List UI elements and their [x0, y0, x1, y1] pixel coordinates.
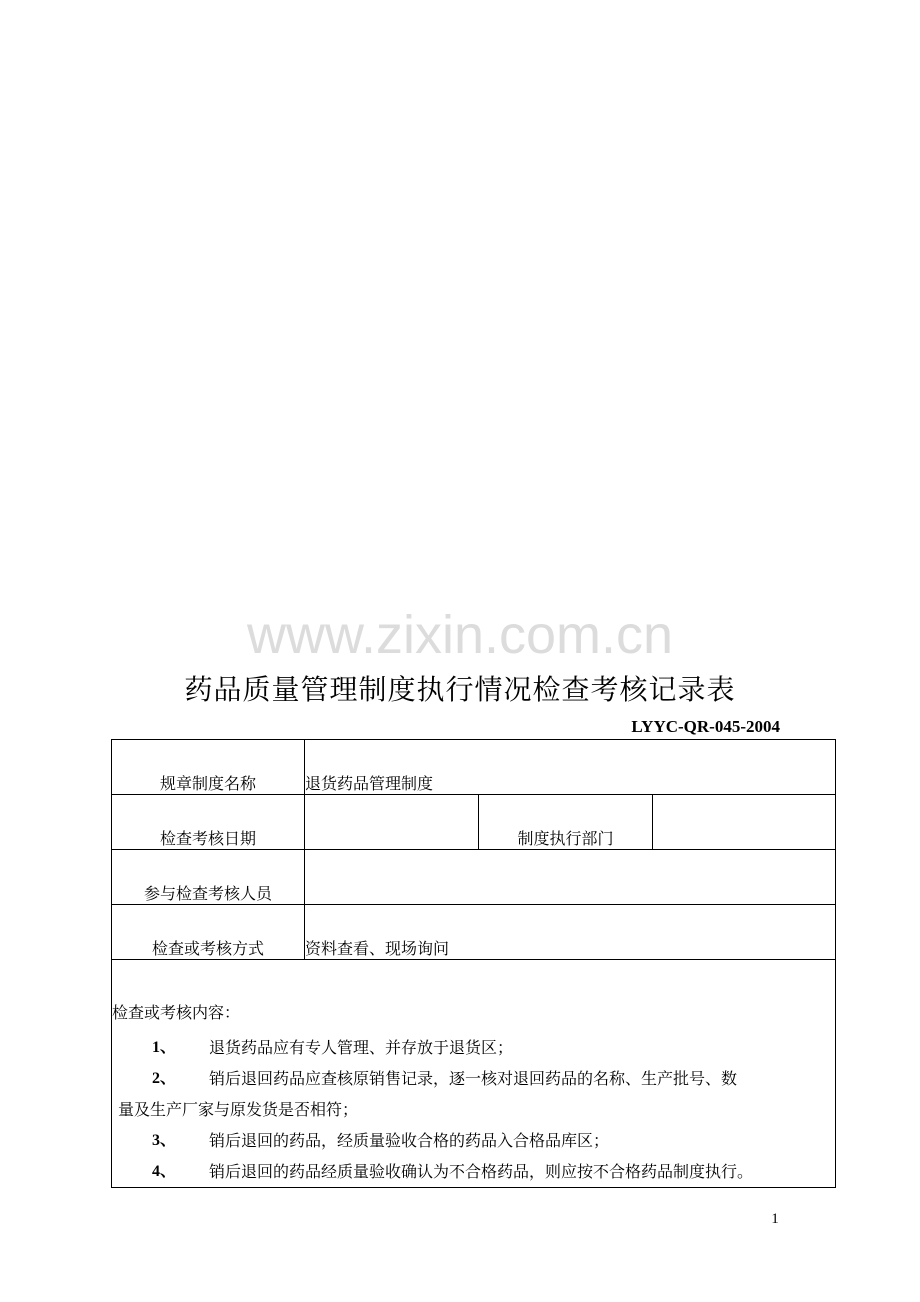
- list-item: [112, 1156, 835, 1187]
- table-row-regulation-name: [112, 740, 836, 795]
- item-number: 1、: [152, 1039, 177, 1056]
- regulation-name-label: 规章制度名称: [112, 740, 305, 795]
- item-text: 退货药品应有专人管理、并存放于退货区；: [209, 1038, 514, 1057]
- inspection-content-cell: [112, 960, 836, 1188]
- document-title: 药品质量管理制度执行情况检查考核记录表: [184, 673, 736, 706]
- watermark: www.zixin.com.cn: [246, 605, 674, 665]
- inspection-date-label: 检查考核日期: [112, 795, 305, 850]
- inspection-record-table: [111, 739, 836, 1188]
- item-text: 销后退回的药品，经质量验收合格的药品入合格品库区；: [209, 1131, 610, 1150]
- item-text: 销后退回药品应查核原销售记录，逐一核对退回药品的名称、生产批号、数: [209, 1069, 738, 1088]
- table-row-inspection-method: [112, 905, 836, 960]
- item-number: 4、: [152, 1163, 177, 1180]
- content-heading: 检查或考核内容：: [112, 1003, 241, 1022]
- executing-department-label: 制度执行部门: [479, 795, 653, 850]
- inspection-method-value: 资料查看、现场询问: [305, 905, 836, 960]
- list-item: [112, 1032, 835, 1063]
- executing-department-value: [653, 795, 836, 850]
- item-number: 3、: [152, 1132, 177, 1149]
- inspection-method-label: 检查或考核方式: [112, 905, 305, 960]
- item-text: 销后退回的药品经质量验收确认为不合格药品，则应按不合格药品制度执行。: [209, 1162, 754, 1181]
- item-text-continuation: 量及生产厂家与原发货是否相符；: [118, 1100, 359, 1119]
- item-number: 2、: [152, 1070, 177, 1087]
- table-row-content: [112, 960, 836, 1188]
- table-row-inspection-date: [112, 795, 836, 850]
- document-code: LYYC-QR-045-2004: [631, 717, 780, 736]
- regulation-name-value: 退货药品管理制度: [305, 740, 836, 795]
- inspection-date-value: [305, 795, 479, 850]
- participants-value: [305, 850, 836, 905]
- participants-label: 参与检查考核人员: [112, 850, 305, 905]
- table-row-participants: [112, 850, 836, 905]
- list-item: [112, 1125, 835, 1156]
- page-number: 1: [771, 1211, 779, 1227]
- list-item: [112, 1063, 835, 1125]
